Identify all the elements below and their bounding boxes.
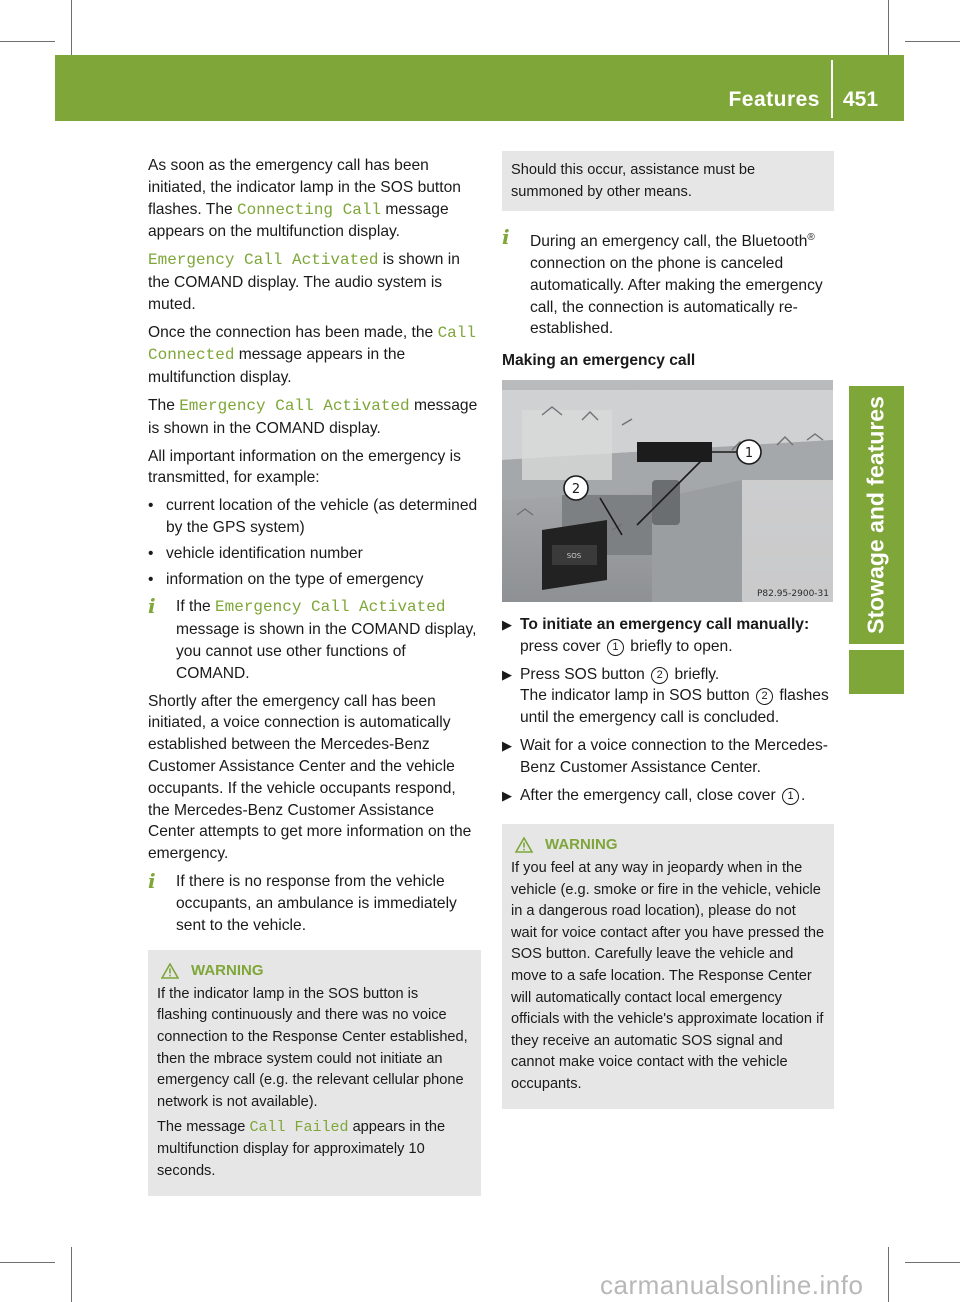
callout-1: 1 — [744, 445, 754, 461]
info-note: i If there is no response from the vehicle occupants, an ambulance is immediately sent to the vehicle. — [148, 868, 457, 934]
list-item: • information on the type of emergency — [148, 570, 424, 588]
section-title: Features — [728, 88, 820, 111]
paragraph: Shortly after the emergency call has been initiated, a voice connection is automatically established between the Mercedes-Benz Customer Assistance Center and the vehicle occupants. If the vehicle occupants respond, the Mercedes-Benz Customer Assistance Center attempts to get more information on the emergency. — [148, 692, 472, 863]
crop-mark — [888, 1247, 889, 1302]
sos-button-label: SOS — [566, 551, 582, 560]
list-item: • vehicle identification number — [148, 544, 363, 562]
instruction-step: ▶ To initiate an emergency call manually: press cover 1 briefly to open. — [502, 615, 810, 655]
section-heading: Making an emergency call — [502, 352, 696, 370]
instruction-step: ▶ After the emergency call, close cover 1 . — [502, 786, 806, 804]
display-message: Connecting Call — [237, 200, 382, 219]
paragraph: The Emergency Call Activated message is shown in the COMAND display. — [148, 396, 478, 437]
warning-heading: WARNING — [511, 834, 825, 856]
warning-triangle-icon — [515, 837, 533, 853]
callout-ref: 2 — [651, 667, 668, 684]
warning-heading: WARNING — [157, 960, 472, 982]
note-box: Should this occur, assistance must be summoned by other means. — [502, 151, 834, 211]
warning-text: If you feel at any way in jeopardy when in the vehicle (e.g. smoke or fire in the vehicle, vehicle in a dangerous road location), please do not wait for voice contact after you have pressed the SOS button. Carefully leave the vehicle and move to a safe location. The Response Center will automatically contact local emergency officials with the vehicle's approximate location if they receive an automatic SOS signal and cannot make voice contact with the vehicle occupants. — [511, 859, 825, 1092]
instruction-step: ▶ Press SOS button 2 briefly. The indicator lamp in SOS button 2 flashes until the emergency call is concluded. — [502, 665, 829, 727]
display-message: Call Failed — [249, 1119, 349, 1137]
warning-box — [502, 824, 834, 1109]
callout-2: 2 — [571, 481, 581, 497]
crop-mark — [71, 0, 72, 55]
warning-text: If the indicator lamp in the SOS button is flashing continuously and there was no voice connection to the Response Center established, then the mbrace system could not initiate an emergency call (e.g. the relevant cellular phone network is not available). — [157, 985, 468, 1110]
left-column — [148, 155, 481, 1196]
chapter-tab-label: Stowage and features — [862, 396, 889, 634]
paragraph: As soon as the emergency call has been initiated, the indicator lamp in the SOS button flashes. The Connecting Call message appears on the multifunction display. — [148, 157, 461, 241]
chapter-marker — [849, 650, 904, 694]
warning-box — [148, 950, 481, 1196]
callout-ref: 2 — [756, 688, 773, 705]
callout-ref: 1 — [782, 788, 799, 805]
display-message: Call Connected — [148, 323, 476, 365]
image-code: P82.95-2900-31 — [756, 588, 829, 599]
page-number: 451 — [843, 88, 879, 111]
info-note: i If the Emergency Call Activated message is shown in the COMAND display, you cannot use other functions of COMAND. — [148, 594, 477, 682]
display-message: Emergency Call Activated — [215, 598, 446, 617]
paragraph: All important information on the emergency is transmitted, for example: — [148, 447, 461, 487]
list-item: • current location of the vehicle (as determined by the GPS system) — [148, 497, 478, 536]
crop-mark — [905, 41, 960, 42]
info-note: i During an emergency call, the Bluetooth® connection on the phone is canceled automatically. After making the emergency call, the connection is automatically re-established. — [502, 225, 823, 338]
callout-ref: 1 — [607, 639, 624, 656]
crop-mark — [0, 1262, 55, 1263]
crop-mark — [905, 1262, 960, 1263]
right-column — [502, 151, 834, 1109]
info-icon: i — [502, 225, 510, 249]
watermark: carmanualsonline.info — [600, 1270, 864, 1300]
display-message: Emergency Call Activated — [148, 251, 379, 270]
display-message: Emergency Call Activated — [179, 396, 410, 415]
crop-mark — [71, 1247, 72, 1302]
info-icon: i — [148, 594, 156, 619]
instruction-step: ▶ Wait for a voice connection to the Mercedes-Benz Customer Assistance Center. — [502, 736, 828, 776]
info-icon: i — [148, 868, 156, 893]
paragraph: Emergency Call Activated is shown in the COMAND display. The audio system is muted. — [148, 251, 460, 313]
header-divider — [831, 60, 833, 118]
warning-text: The message Call Failed appears in the multifunction display for approximately 10 seconds. — [157, 1119, 446, 1179]
warning-triangle-icon — [161, 963, 179, 979]
overhead-control-panel-photo — [502, 380, 833, 602]
crop-mark — [888, 0, 889, 55]
crop-mark — [0, 41, 55, 42]
paragraph: Once the connection has been made, the Call Connected message appears in the multifunction display. — [148, 323, 476, 387]
